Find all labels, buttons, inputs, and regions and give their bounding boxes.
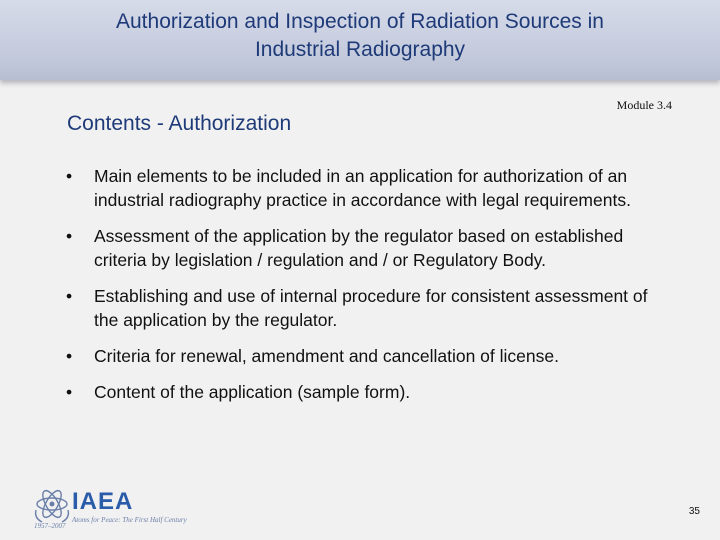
bullet-dot: • xyxy=(66,286,73,306)
slide-title-line-1: Authorization and Inspection of Radiation Sources in xyxy=(116,10,604,33)
bullet-text: Assessment of the application by the regulator based on established criteria by legislation / regulation and / or Regulatory Body. xyxy=(94,226,624,270)
logo-wordmark: IAEA xyxy=(72,488,134,515)
bullet-dot: • xyxy=(66,166,73,186)
bullet-dot: • xyxy=(66,226,73,246)
bullet-text: Criteria for renewal, amendment and cancellation of license. xyxy=(94,346,559,366)
bullet-item xyxy=(66,344,666,368)
header-band xyxy=(0,0,720,80)
bullet-list xyxy=(66,164,666,416)
bullet-item xyxy=(66,224,666,272)
bullet-text: Main elements to be included in an application for authorization of an industrial radiography practice in accordance with legal requirements. xyxy=(94,166,631,210)
bullet-item xyxy=(66,164,666,212)
bullet-text: Content of the application (sample form). xyxy=(94,382,411,402)
bullet-dot: • xyxy=(66,346,73,366)
iaea-atom-emblem-icon xyxy=(32,484,72,524)
bullet-text: Establishing and use of internal procedure for consistent assessment of the application by the regulator. xyxy=(94,286,648,330)
slide-title-line-2: Industrial Radiography xyxy=(254,38,466,61)
bullet-dot: • xyxy=(66,382,73,402)
logo-tagline: Atoms for Peace: The First Half Century xyxy=(72,516,187,524)
bullet-item xyxy=(66,284,666,332)
iaea-logo xyxy=(32,484,222,530)
logo-years: 1957–2007 xyxy=(34,522,66,530)
module-label: Module 3.4 xyxy=(616,98,672,112)
slide-title xyxy=(0,8,720,64)
page-number: 35 xyxy=(688,506,700,517)
bullet-item xyxy=(66,380,666,404)
section-title: Contents - Authorization xyxy=(67,112,292,135)
